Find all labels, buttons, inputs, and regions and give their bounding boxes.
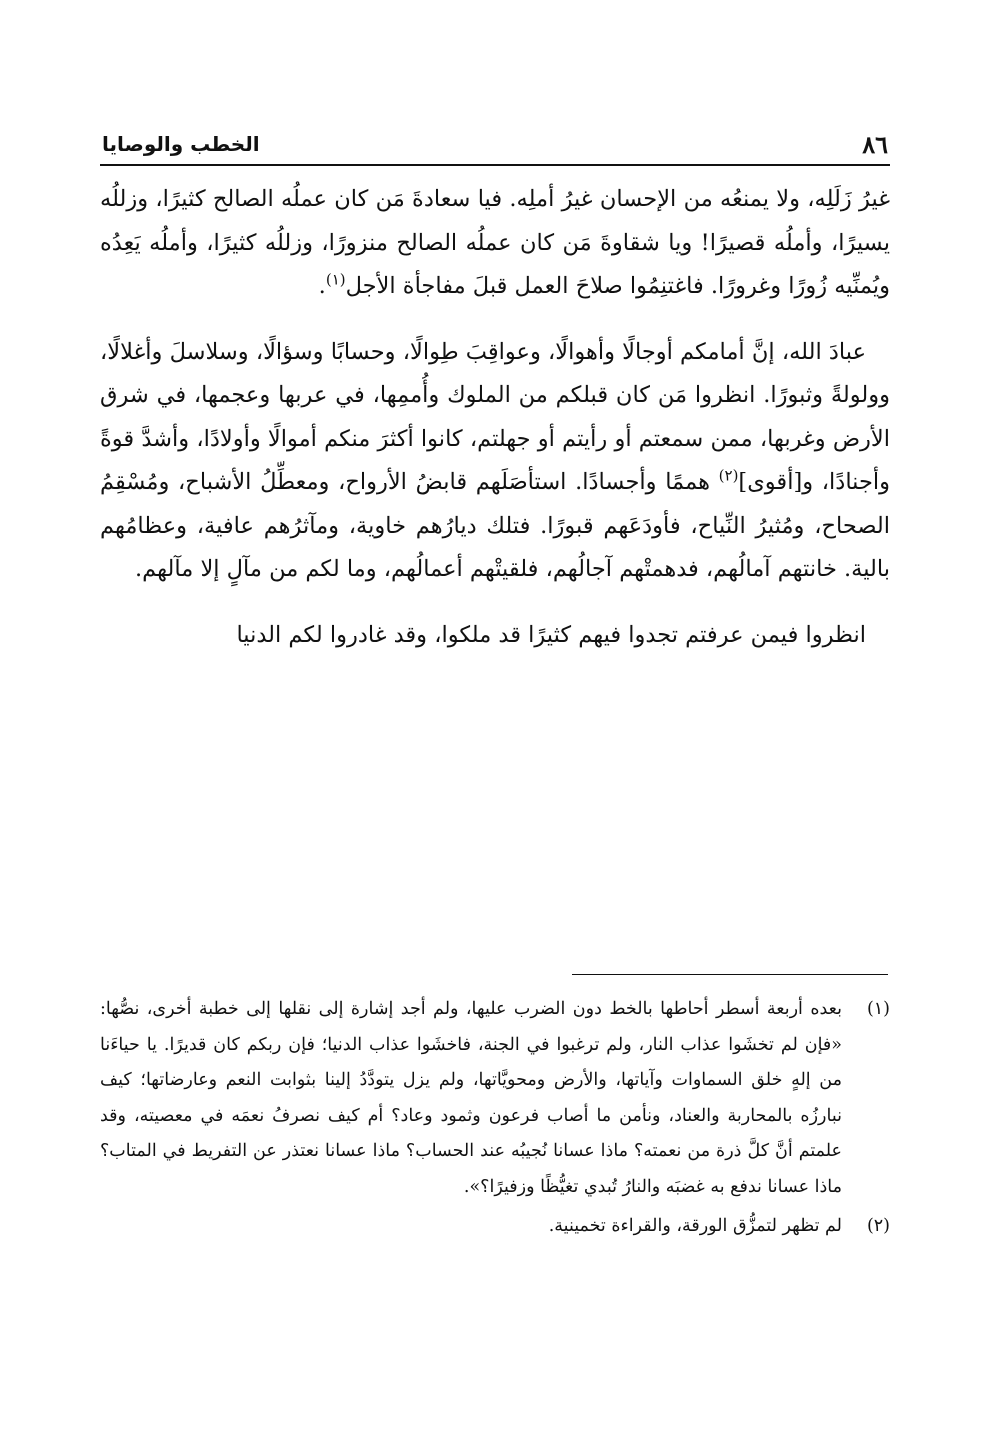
- footnote-number: (١): [866, 999, 890, 1019]
- running-title: الخطب والوصايا: [102, 132, 260, 156]
- paragraph: [100, 178, 890, 309]
- main-text: [100, 178, 890, 657]
- paragraph-text: .: [318, 273, 326, 299]
- page-header: [100, 128, 890, 166]
- paragraph-text: عبادَ الله، إنَّ أمامكم أوجالًا وأهوالًا، وعواقِبَ طِوالًا، وحسابًا وسؤالًا، وسلاسلَ وأغلالًا، وولولةً وثبورًا. انظروا مَن كان قبلكم من الملوك وأُممِها، في عربها وعجمها، في شرق الأرض وغربها، ممن سمعتم أو رأيتم أو جهلتم، كانوا أكثرَ منكم أموالًا وأولادًا، وأشدَّ قوةً وأجنادًا، و[أقوى]: [100, 338, 890, 495]
- footnote-reference: (٢): [718, 466, 739, 485]
- footnotes: [100, 992, 890, 1245]
- page-number: ٨٦: [862, 130, 888, 159]
- paragraph-text: انظروا فيمن عرفتم تجدوا فيهم كثيرًا قد ملكوا، وقد غادروا لكم الدنيا: [236, 621, 866, 648]
- paragraph-text: هممًا وأجسادًا. استأصَلَهم قابضُ الأرواح، ومعطِّلُ الأشباح، ومُسْقِمُ الصحاح، ومُثيرُ النِّياح، فأودَعَهم قبورًا. فتلك ديارُهم خاوية، ومآثرُهم عافية، وعظامُهم بالية. خانتهم آمالُهم، فدهمتْهم آجالُهم، فلقيتْهم أعمالُهم، وما لكم من مآلٍ إلا مآلهم.: [100, 469, 890, 582]
- footnote-divider: [572, 974, 888, 975]
- footnote: [100, 1209, 890, 1245]
- paragraph-text: غيرُ زَلَلِه، ولا يمنعُه من الإحسان غيرُ أملِه. فيا سعادةَ مَن كان عملُه الصالح كثيرًا، وزللُه يسيرًا، وأملُه قصيرًا! ويا شقاوةَ مَن كان عملُه الصالح منزورًا، وزللُه كثيرًا، وأملُه يَعِدُه ويُمنِّيه زُورًا وغرورًا. فاغتنِمُوا صلاحَ العمل قبلَ مفاجأة الأجل: [100, 186, 890, 299]
- footnote-reference: (١): [325, 270, 346, 289]
- footnote: [100, 992, 890, 1205]
- paragraph: [100, 614, 890, 658]
- footnote-number: (٢): [866, 1216, 890, 1236]
- footnote-text: لم تظهر لتمزُّق الورقة، والقراءة تخمينية.: [548, 1216, 842, 1236]
- paragraph: [100, 331, 890, 592]
- footnote-text: بعده أربعة أسطر أحاطها بالخط دون الضرب عليها، ولم أجد إشارة إلى نقلها إلى خطبة أخرى، نصُّها: «فإن لم تخشَوا عذاب النار، ولم ترغبوا في الجنة، فاخشَوا عذاب الدنيا؛ فإن ربكم كان قديرًا. يا حياءَنا من إلهٍ خلق السماوات وآياتها، والأرض ومحويَّاتها، ولم يزل يتودَّدُ إلينا بثوابت النعم وعارضاتها؛ كيف نبارزُه بالمحاربة والعناد، ونأمن ما أصاب فرعون وثمود وعاد؟ أم كيف نصرفُ نعمَه في معصيته، وقد علمتم أنَّ كلَّ ذرة من نعمته؟ ماذا عسانا نُجيبُه عند الحساب؟ ماذا عسانا نعتذر عن التفريط في المتاب؟ ماذا عسانا ندفع به غضبَه والنارُ تُبدي تغيُّظًا وزفيرًا؟».: [100, 999, 842, 1197]
